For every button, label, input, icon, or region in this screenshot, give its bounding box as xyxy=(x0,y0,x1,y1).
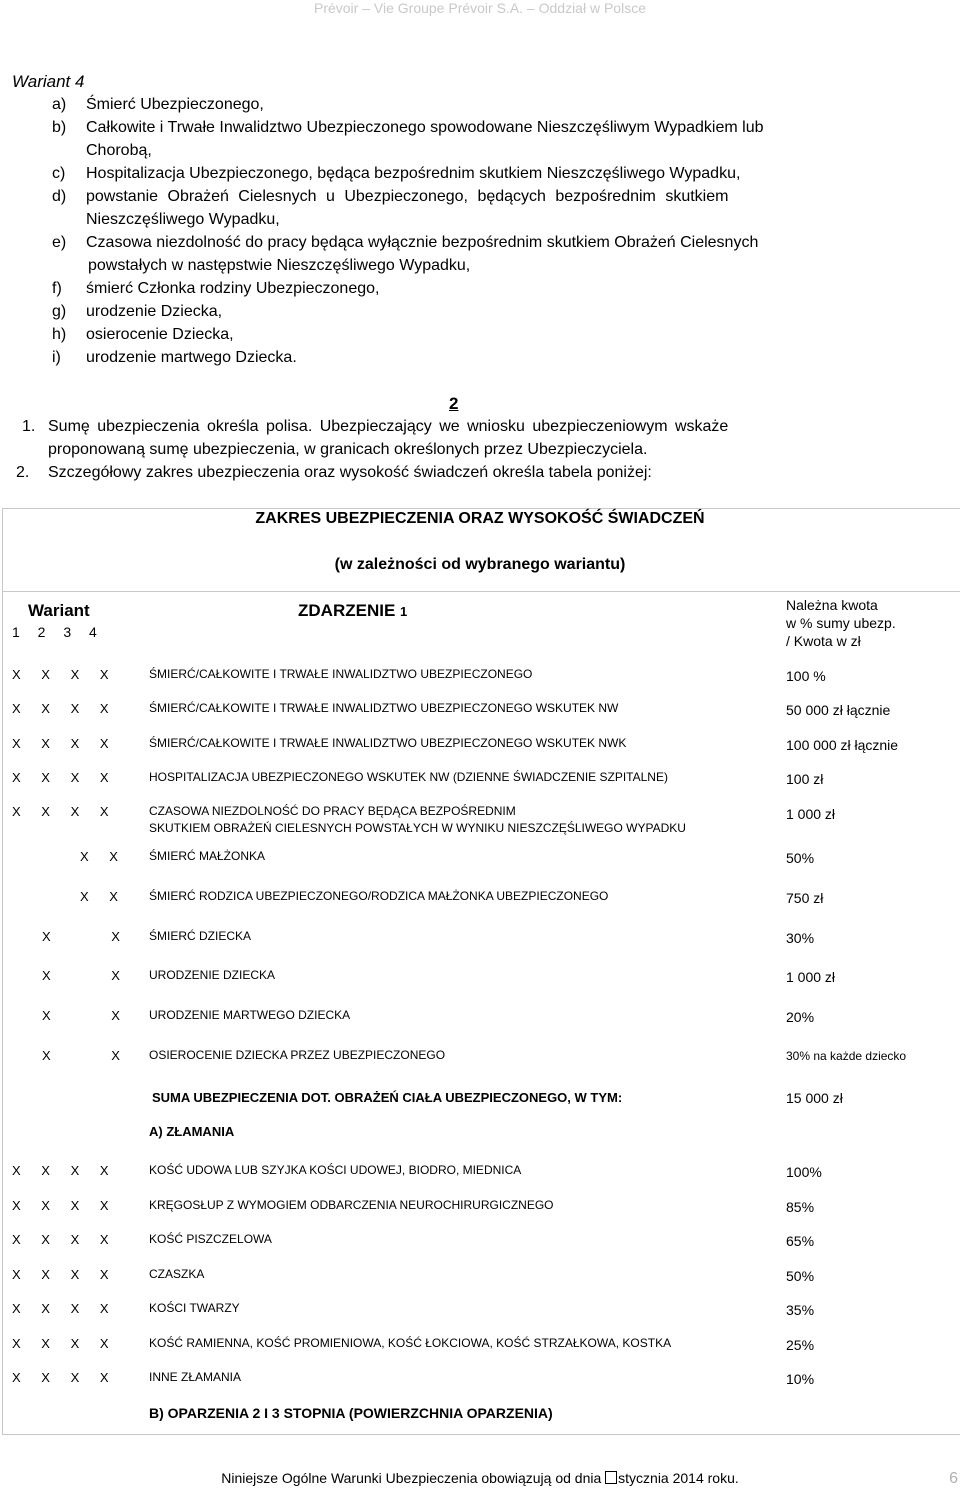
event-label: OSIEROCENIE DZIECKA PRZEZ UBEZPIECZONEGO xyxy=(149,1048,446,1062)
event-label: KRĘGOSŁUP Z WYMOGIEM ODBARCZENIA NEUROCHIRURGICZNEGO xyxy=(149,1198,554,1212)
list-label: b) xyxy=(52,119,67,136)
event-label: ŚMIERĆ/CAŁKOWITE I TRWAŁE INWALIDZTWO UBEZPIECZONEGO WSKUTEK NW xyxy=(149,701,619,715)
benefit-amount: 25% xyxy=(786,1337,815,1353)
variant-marks: X X xyxy=(80,849,118,864)
event-label: ŚMIERĆ RODZICA UBEZPIECZONEGO/RODZICA MAŁŻONKA UBEZPIECZONEGO xyxy=(149,889,609,903)
benefit-amount: 1 000 zł xyxy=(786,969,836,985)
list-text: Czasowa niezdolność do pracy będąca wyłącznie bezpośrednim skutkiem Obrażeń Cielesnych xyxy=(86,234,759,251)
table-subtitle: (w zależności od wybranego wariantu) xyxy=(334,556,626,573)
list-text-continued: Nieszczęśliwego Wypadku, xyxy=(86,211,280,228)
variant-marks: X X xyxy=(42,968,120,983)
list-label: a) xyxy=(52,96,67,113)
paragraph-text: proponowaną sumę ubezpieczenia, w granicach określonych przez Ubezpieczyciela. xyxy=(48,441,648,458)
checkbox-glyph-icon xyxy=(605,1471,617,1484)
benefit-amount: 750 zł xyxy=(786,890,824,906)
variant-marks: X X X X xyxy=(12,1267,109,1282)
variant-marks: X X X X xyxy=(12,667,109,682)
column-header-event xyxy=(298,601,407,621)
benefit-amount: 100 % xyxy=(786,668,826,684)
benefit-amount: 20% xyxy=(786,1009,815,1025)
benefit-amount: 50% xyxy=(786,1268,815,1284)
column-header-event-label: ZDARZENIE xyxy=(298,601,396,620)
list-text-continued: Chorobą, xyxy=(86,142,152,159)
column-header-variant: Wariant xyxy=(28,601,90,620)
benefit-amount: 100 000 zł łącznie xyxy=(786,737,899,753)
variant-marks: X X X X xyxy=(12,701,109,716)
benefit-amount: 50% xyxy=(786,850,815,866)
list-text: osierocenie Dziecka, xyxy=(86,326,234,343)
benefit-amount: 100% xyxy=(786,1164,822,1180)
event-label: CZASZKA xyxy=(149,1267,205,1281)
variant-marks: X X xyxy=(80,889,118,904)
paragraph-number: 2. xyxy=(16,464,30,481)
event-label: KOŚĆ PISZCZELOWA xyxy=(149,1232,272,1246)
variant-marks: X X X X xyxy=(12,1232,109,1247)
variant-4-title: Wariant 4 xyxy=(12,72,85,91)
event-label: URODZENIE DZIECKA xyxy=(149,968,276,982)
benefit-amount: 1 000 zł xyxy=(786,806,836,822)
list-text: urodzenie martwego Dziecka. xyxy=(86,349,297,366)
list-text: powstanie Obrażeń Cielesnych u Ubezpieczonego, będących bezpośrednim skutkiem xyxy=(86,188,729,205)
list-label: d) xyxy=(52,188,67,205)
column-header-variant-numbers: 1 2 3 4 xyxy=(12,624,97,640)
footer-note xyxy=(0,1470,960,1486)
page-number: 6 xyxy=(949,1470,958,1487)
column-header-amount-line: w % sumy ubezp. xyxy=(786,615,896,631)
column-header-amount-line: / Kwota w zł xyxy=(786,633,861,649)
event-label: HOSPITALIZACJA UBEZPIECZONEGO WSKUTEK NW (DZIENNE ŚWIADCZENIE SZPITALNE) xyxy=(149,770,668,784)
variant-marks: X X X X xyxy=(12,1163,109,1178)
list-text-continued: powstałych w następstwie Nieszczęśliwego Wypadku, xyxy=(88,257,471,274)
list-text: urodzenie Dziecka, xyxy=(86,303,223,320)
list-label: e) xyxy=(52,234,67,251)
event-label: ŚMIERĆ/CAŁKOWITE I TRWAŁE INWALIDZTWO UBEZPIECZONEGO xyxy=(149,667,533,681)
benefit-amount: 30% xyxy=(786,930,815,946)
sum-insured-label: SUMA UBEZPIECZENIA DOT. OBRAŻEŃ CIAŁA UBEZPIECZONEGO, W TYM: xyxy=(152,1090,623,1105)
event-label: KOŚCI TWARZY xyxy=(149,1301,240,1315)
benefit-amount: 50 000 zł łącznie xyxy=(786,702,891,718)
event-label: URODZENIE MARTWEGO DZIECKA xyxy=(149,1008,351,1022)
event-label: KOŚĆ RAMIENNA, KOŚĆ PROMIENIOWA, KOŚĆ ŁOKCIOWA, KOŚĆ STRZAŁKOWA, KOSTKA xyxy=(149,1336,672,1350)
list-label: h) xyxy=(52,326,67,343)
variant-marks: X X xyxy=(42,1008,120,1023)
paragraph-text: Sumę ubezpieczenia określa polisa. Ubezpieczający we wniosku ubezpieczeniowym wskaże xyxy=(48,418,729,435)
footnote-marker: 1 xyxy=(400,604,408,619)
list-text: Całkowite i Trwałe Inwalidztwo Ubezpieczonego spowodowane Nieszczęśliwym Wypadkiem lub xyxy=(86,119,764,136)
benefit-amount: 100 zł xyxy=(786,771,824,787)
variant-marks: X X X X xyxy=(12,770,109,785)
event-label: ŚMIERĆ MAŁŻONKA xyxy=(149,849,266,863)
column-header-amount xyxy=(786,596,896,650)
benefit-amount: 65% xyxy=(786,1233,815,1249)
table-divider xyxy=(2,591,960,592)
table-title: ZAKRES UBEZPIECZENIA ORAZ WYSOKOŚĆ ŚWIADCZEŃ xyxy=(255,510,705,527)
event-label-continued: SKUTKIEM OBRAŻEŃ CIELESNYCH POWSTAŁYCH W WYNIKU NIESZCZĘŚLIWEGO WYPADKU xyxy=(149,821,686,835)
list-text: śmierć Członka rodziny Ubezpieczonego, xyxy=(86,280,380,297)
variant-marks: X X X X xyxy=(12,1370,109,1385)
variant-marks: X X xyxy=(42,1048,120,1063)
sum-insured-amount: 15 000 zł xyxy=(786,1090,843,1106)
event-label: CZASOWA NIEZDOLNOŚĆ DO PRACY BĘDĄCA BEZPOŚREDNIM xyxy=(149,804,516,818)
variant-marks: X X X X xyxy=(12,804,109,819)
benefit-amount: 10% xyxy=(786,1371,815,1387)
footer-text: stycznia 2014 roku. xyxy=(618,1470,739,1486)
list-text: Hospitalizacja Ubezpieczonego, będąca bezpośrednim skutkiem Nieszczęśliwego Wypadku, xyxy=(86,165,741,182)
variant-marks: X X X X xyxy=(12,736,109,751)
paragraph-number: 1. xyxy=(22,418,36,435)
benefit-amount: 30% na każde dziecko xyxy=(786,1049,907,1063)
paragraph-text: Szczegółowy zakres ubezpieczenia oraz wysokość świadczeń określa tabela poniżej: xyxy=(48,464,652,481)
footer-text: Niniejsze Ogólne Warunki Ubezpieczenia obowiązują od dnia xyxy=(221,1470,606,1486)
list-text: Śmierć Ubezpieczonego, xyxy=(86,96,264,113)
list-label: g) xyxy=(52,303,67,320)
fractures-heading: A) ZŁAMANIA xyxy=(149,1124,235,1139)
event-label: ŚMIERĆ DZIECKA xyxy=(149,929,252,943)
variant-marks: X X X X xyxy=(12,1301,109,1316)
list-label: i) xyxy=(52,349,61,366)
column-header-amount-line: Należna kwota xyxy=(786,597,878,613)
variant-marks: X X xyxy=(42,929,120,944)
variant-marks: X X X X xyxy=(12,1198,109,1213)
event-label: KOŚĆ UDOWA LUB SZYJKA KOŚCI UDOWEJ, BIODRO, MIEDNICA xyxy=(149,1163,522,1177)
list-label: f) xyxy=(52,280,62,297)
burns-heading: B) OPARZENIA 2 I 3 STOPNIA (POWIERZCHNIA OPARZENIA) xyxy=(149,1405,553,1421)
list-label: c) xyxy=(52,165,66,182)
variant-marks: X X X X xyxy=(12,1336,109,1351)
page-header: Prévoir – Vie Groupe Prévoir S.A. – Oddział w Polsce xyxy=(313,0,646,16)
event-label: ŚMIERĆ/CAŁKOWITE I TRWAŁE INWALIDZTWO UBEZPIECZONEGO WSKUTEK NWK xyxy=(149,736,627,750)
benefit-amount: 85% xyxy=(786,1199,815,1215)
benefit-amount: 35% xyxy=(786,1302,815,1318)
section-heading: 2 xyxy=(449,394,459,413)
event-label: INNE ZŁAMANIA xyxy=(149,1370,242,1384)
